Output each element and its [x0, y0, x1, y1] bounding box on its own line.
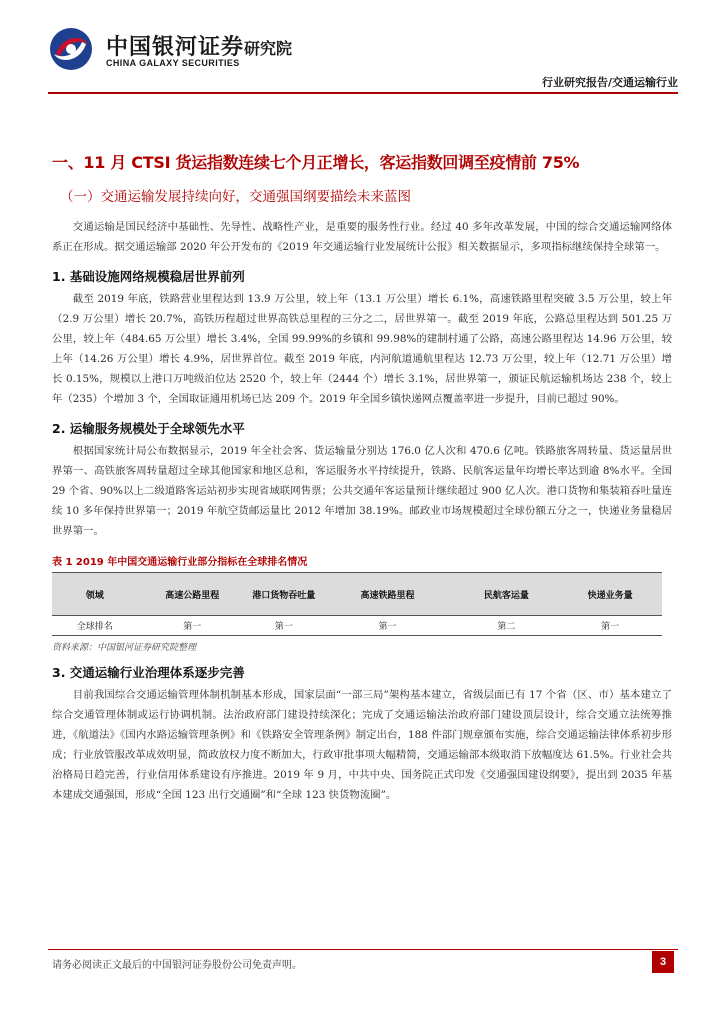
- table-cell: 第一: [137, 616, 247, 636]
- paragraph-transport-services: 根据国家统计局公布数据显示，2019 年全社会客、货运输量分别达 176.0 亿人次和 470.6 亿吨。铁路旅客周转量、货运量居世界第一、高铁旅客周转量超过全球其他国家和地区总和，客运服务水平持续提升，铁路、民航客运量年均增长率达到逾 8%水平。全国 29 个省、90%以上二级道路客运站初步实现省域联网售票；公共交通年客运量预计继续超过 900 亿人次。港口货物和集装箱吞吐量连续 10 多年保持世界第一；2019 年航空货邮运量比 2012 年增加 38.19%。邮政业市场规模超过全球份额五分之一，快递业务量稳居世界第一。: [52, 445, 672, 537]
- table-cell: 第一: [247, 616, 320, 636]
- table-source: 资料来源：中国银河证券研究院整理: [52, 643, 197, 653]
- logo-chinese-name: 中国银河证券: [106, 35, 245, 60]
- paragraph-infrastructure: 截至 2019 年底，铁路营业里程达到 13.9 万公里，较上年（13.1 万公里）增长 6.1%，高速铁路里程突破 3.5 万公里，较上年（2.9 万公里）增长 20.7%，高铁历程超过世界高铁总里程的三分之二，居世界第一。截至 2019 年底，公路总里程达到 501.25 万公里，较上年（484.65 万公里）增长 3.4%，全国 99.99%的乡镇和 99.98%的建制村通了公路，高速公路里程达 14.96 万公里，较上年（14.26 万公里）增长 4.9%，居世界首位。截至 2019 年底，内河航道通航里程达 12.73 万公里，较上年（12.71 万公里）增长 0.15%，规模以上港口万吨级泊位达 2520 个，较上年（2444 个）增长 3.1%，居世界第一，颁证民航运输机场达 238 个，较上年（235）个增加 3 个，全国取证通用机场已达 209 个。2019 年全国乡镇快递网点覆盖率进一步提升，目前已超过 90%。: [52, 293, 672, 405]
- table-cell: 第二: [455, 616, 559, 636]
- ranking-table: [52, 572, 662, 636]
- heading-infrastructure: 1. 基础设施网络规模稳居世界前列: [52, 269, 245, 284]
- table-header-cell: 高速公路里程: [165, 590, 220, 601]
- table-cell: 全球排名: [52, 616, 137, 636]
- report-type-label: 行业研究报告/交通运输行业: [541, 76, 678, 89]
- table-header-cell: 快递业务量: [587, 590, 633, 601]
- heading-governance: 3. 交通运输行业治理体系逐步完善: [52, 665, 245, 680]
- heading-transport-services: 2. 运输服务规模处于全球领先水平: [52, 421, 245, 436]
- table-header-cell: 领域: [85, 590, 104, 601]
- table-header-row: [52, 573, 662, 616]
- logo-english-name: CHINA GALAXY SECURITIES: [106, 58, 240, 68]
- paragraph-governance: 目前我国综合交通运输管理体制机制基本形成，国家层面“一部三局”架构基本建立，省级层面已有 17 个省（区、市）基本建立了综合交通管理体制或运行协调机制。法治政府部门建设持续深化；完成了交通运输法治政府部门建设顶层设计，综合交通立法统筹推进，《航道法》《国内水路运输管理条例》和《铁路安全管理条例》制定出台，188 件部门规章颁布实施，综合交通运输法律体系初步形成；行业放管服改革成效明显，简政放权力度不断加大，行政审批事项大幅精简，交通运输部本级取消下放幅度达 61.5%。行业社会共治格局日趋完善，行业信用体系建设有序推进。2019 年 9 月，中共中央、国务院正式印发《交通强国建设纲要》，提出到 2035 年基本建成交通强国，形成“全国 123 出行交通圈”和“全球 123 快货物流圈”。: [52, 689, 672, 801]
- table-cell: 第一: [320, 616, 454, 636]
- footer-disclaimer: 请务必阅读正文最后的中国银河证券股份公司免责声明。: [52, 960, 302, 971]
- section-title: 一、11 月 CTSI 货运指数连续七个月正增长，客运指数回调至疫情前 75%: [52, 153, 580, 172]
- header-divider: [48, 92, 678, 94]
- table-header-cell: 港口货物吞吐量: [252, 590, 316, 601]
- table-header-cell: 高速铁路里程: [360, 590, 415, 601]
- intro-paragraph: 交通运输是国民经济中基础性、先导性、战略性产业，是重要的服务性行业。经过 40 多年改革发展，中国的综合交通运输网络体系正在形成。据交通运输部 2020 年公开发布的《2019 年交通运输行业发展统计公报》相关数据显示，多项指标继续保持全球第一。: [52, 221, 672, 253]
- page-header: [48, 24, 678, 94]
- table-header-cell: 民航客运量: [483, 590, 529, 601]
- subsection-title: （一）交通运输发展持续向好，交通强国纲要描绘未来蓝图: [60, 189, 411, 205]
- galaxy-logo-icon: [48, 26, 94, 72]
- table-row: [52, 616, 662, 636]
- logo-institute: 研究院: [244, 39, 293, 58]
- main-content: [52, 150, 672, 805]
- table-cell: 第一: [558, 616, 662, 636]
- footer-divider: [48, 949, 678, 950]
- page-number: 3: [652, 951, 674, 973]
- table-title: 表 1 2019 年中国交通运输行业部分指标在全球排名情况: [52, 557, 308, 568]
